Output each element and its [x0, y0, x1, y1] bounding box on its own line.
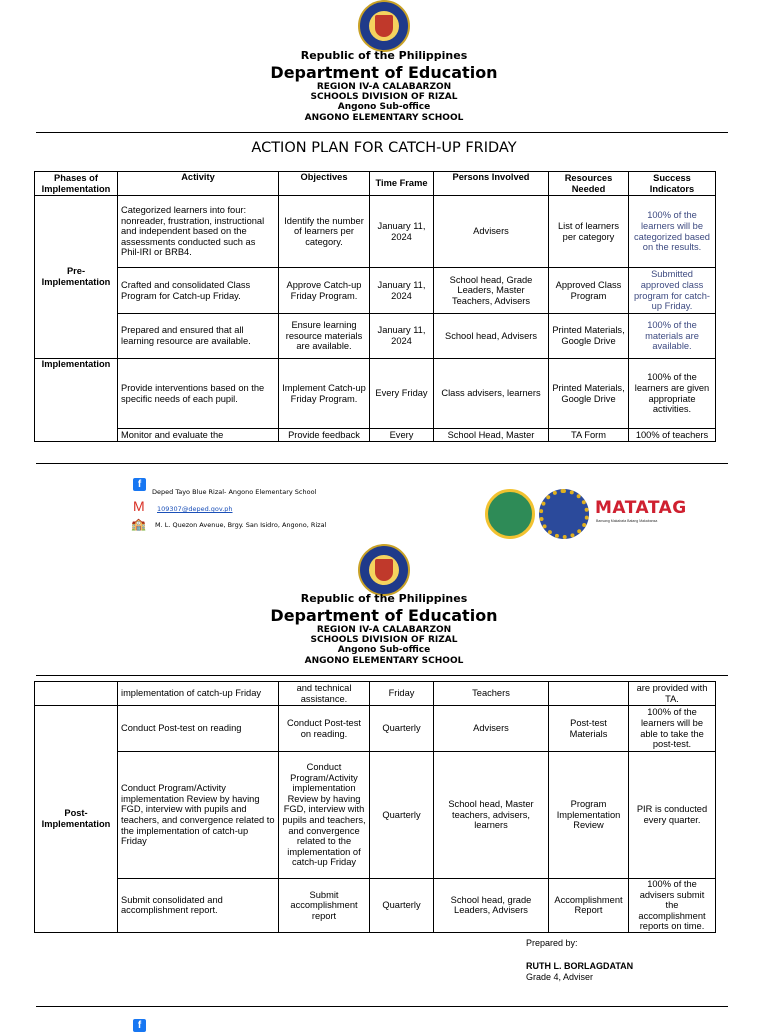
objectives-cell: Conduct Program/Activity implementation Review by having FGD, interview with pupils and teachers, and convergence related to the implementation of catch-up Friday — [279, 752, 370, 879]
table-row — [35, 314, 716, 359]
facebook-icon: f — [133, 478, 146, 491]
header-divider — [36, 675, 728, 676]
phase-cell: Pre- Implementation — [35, 196, 118, 359]
activity-cell: implementation of catch-up Friday — [118, 682, 279, 706]
activity-cell: Conduct Program/Activity implementation Review by having FGD, interview with pupils and teachers, and convergence related to the implementation of catch-up Friday — [118, 752, 279, 879]
table-row — [35, 879, 716, 933]
objectives-cell: Approve Catch-up Friday Program. — [279, 268, 370, 314]
suboffice-text: Angono Sub-office — [337, 645, 431, 655]
resources-cell: Printed Materials, Google Drive — [549, 359, 629, 429]
column-header: Success Indicators — [629, 172, 716, 196]
resources-cell: TA Form — [549, 429, 629, 442]
activity-cell: Crafted and consolidated Class Program for Catch-up Friday. — [118, 268, 279, 314]
timeframe-cell: Every — [370, 429, 434, 442]
department-title: Department of Education — [270, 606, 498, 625]
deped-seal-logo — [358, 544, 410, 596]
division-logo — [485, 489, 535, 539]
deped-gear-logo — [539, 489, 589, 539]
resources-cell: Printed Materials, Google Drive — [549, 314, 629, 359]
timeframe-cell: Quarterly — [370, 706, 434, 752]
preparer-name: RUTH L. BORLAGDATAN — [526, 961, 634, 971]
column-header: Resources Needed — [549, 172, 629, 196]
timeframe-cell: Every Friday — [370, 359, 434, 429]
preparer-position: Grade 4, Adviser — [526, 972, 594, 982]
timeframe-cell: January 11, 2024 — [370, 196, 434, 268]
activity-cell: Submit consolidated and accomplishment report. — [118, 879, 279, 933]
column-header: Activity — [118, 172, 279, 196]
indicators-cell: are provided with TA. — [629, 682, 716, 706]
resources-cell: Program Implementation Review — [549, 752, 629, 879]
persons-cell: School head, Master teachers, advisers, learners — [434, 752, 549, 879]
resources-cell: List of learners per category — [549, 196, 629, 268]
matatag-tagline: Bansang Makabata Batang Makabansa — [596, 519, 658, 523]
table-row — [35, 196, 716, 268]
column-header: Phases of Implementation — [35, 172, 118, 196]
department-title: Department of Education — [270, 63, 498, 82]
school-building-icon: 🏫 — [131, 517, 146, 531]
activity-cell: Categorized learners into four: nonreader, frustration, instructional and independent based on the assessments conducted such as Phil-IRI or BRB4. — [118, 196, 279, 268]
persons-cell: School head, Grade Leaders, Master Teachers, Advisers — [434, 268, 549, 314]
objectives-cell: Ensure learning resource materials are available. — [279, 314, 370, 359]
region-text: REGION IV-A CALABARZON — [316, 82, 452, 92]
resources-cell: Accomplishment Report — [549, 879, 629, 933]
school-name: ANGONO ELEMENTARY SCHOOL — [304, 656, 464, 666]
action-plan-table-page1 — [34, 171, 716, 442]
persons-cell: School head, grade Leaders, Advisers — [434, 879, 549, 933]
persons-cell: Advisers — [434, 196, 549, 268]
persons-cell: Advisers — [434, 706, 549, 752]
indicators-cell: 100% of the materials are available. — [629, 314, 716, 359]
facebook-page-text[interactable]: Deped Tayo Blue Rizal- Angono Elementary School — [152, 488, 317, 496]
objectives-cell: Implement Catch-up Friday Program. — [279, 359, 370, 429]
table-row — [35, 682, 716, 706]
division-text: SCHOOLS DIVISION OF RIZAL — [310, 92, 458, 102]
deped-seal-logo — [358, 0, 410, 52]
objectives-cell: Provide feedback — [279, 429, 370, 442]
timeframe-cell: January 11, 2024 — [370, 314, 434, 359]
phase-cell — [35, 682, 118, 706]
indicators-cell: 100% of the learners will be categorized based on the results. — [629, 196, 716, 268]
table-header-row — [35, 172, 716, 196]
suboffice-text: Angono Sub-office — [337, 102, 431, 112]
republic-text: Republic of the Philippines — [300, 592, 468, 605]
school-name: ANGONO ELEMENTARY SCHOOL — [304, 113, 464, 123]
facebook-icon: f — [133, 1019, 146, 1032]
region-text: REGION IV-A CALABARZON — [316, 625, 452, 635]
table-row — [35, 752, 716, 879]
persons-cell: School Head, Master — [434, 429, 549, 442]
objectives-cell: Submit accomplishment report — [279, 879, 370, 933]
resources-cell — [549, 682, 629, 706]
column-header: Persons Involved — [434, 172, 549, 196]
objectives-cell: and technical assistance. — [279, 682, 370, 706]
persons-cell: School head, Advisers — [434, 314, 549, 359]
footer-divider — [36, 1006, 728, 1007]
activity-cell: Conduct Post-test on reading — [118, 706, 279, 752]
activity-cell: Prepared and ensured that all learning resource are available. — [118, 314, 279, 359]
header-divider — [36, 132, 728, 133]
prepared-by-label: Prepared by: — [526, 938, 578, 948]
indicators-cell: 100% of teachers — [629, 429, 716, 442]
timeframe-cell: Quarterly — [370, 879, 434, 933]
address-text: M. L. Quezon Avenue, Brgy. San Isidro, Angono, Rizal — [155, 521, 327, 529]
objectives-cell: Identify the number of learners per category. — [279, 196, 370, 268]
division-text: SCHOOLS DIVISION OF RIZAL — [310, 635, 458, 645]
timeframe-cell: January 11, 2024 — [370, 268, 434, 314]
activity-cell: Provide interventions based on the specific needs of each pupil. — [118, 359, 279, 429]
timeframe-cell: Friday — [370, 682, 434, 706]
republic-text: Republic of the Philippines — [300, 49, 468, 62]
table-row — [35, 359, 716, 429]
column-header: Time Frame — [370, 172, 434, 196]
activity-cell: Monitor and evaluate the — [118, 429, 279, 442]
indicators-cell: 100% of the advisers submit the accomplishment reports on time. — [629, 879, 716, 933]
phase-cell: Implementation — [35, 359, 118, 442]
table-row — [35, 268, 716, 314]
indicators-cell: PIR is conducted every quarter. — [629, 752, 716, 879]
persons-cell: Class advisers, learners — [434, 359, 549, 429]
indicators-cell: 100% of the learners are given appropriate activities. — [629, 359, 716, 429]
gmail-icon: M — [133, 498, 145, 514]
document-title: ACTION PLAN FOR CATCH-UP FRIDAY — [251, 140, 517, 156]
email-link[interactable]: 109307@deped.gov.ph — [157, 505, 233, 513]
indicators-cell: 100% of the learners will be able to take the post-test. — [629, 706, 716, 752]
column-header: Objectives — [279, 172, 370, 196]
matatag-logo-text: MATATAG — [595, 498, 687, 518]
resources-cell: Post-test Materials — [549, 706, 629, 752]
phase-cell: Post- Implementation — [35, 706, 118, 933]
timeframe-cell: Quarterly — [370, 752, 434, 879]
objectives-cell: Conduct Post-test on reading. — [279, 706, 370, 752]
action-plan-table-page2 — [34, 681, 716, 933]
indicators-cell: Submitted approved class program for catch-up Friday. — [629, 268, 716, 314]
table-row — [35, 429, 716, 442]
persons-cell: Teachers — [434, 682, 549, 706]
resources-cell: Approved Class Program — [549, 268, 629, 314]
table-row — [35, 706, 716, 752]
footer-divider — [36, 463, 728, 464]
